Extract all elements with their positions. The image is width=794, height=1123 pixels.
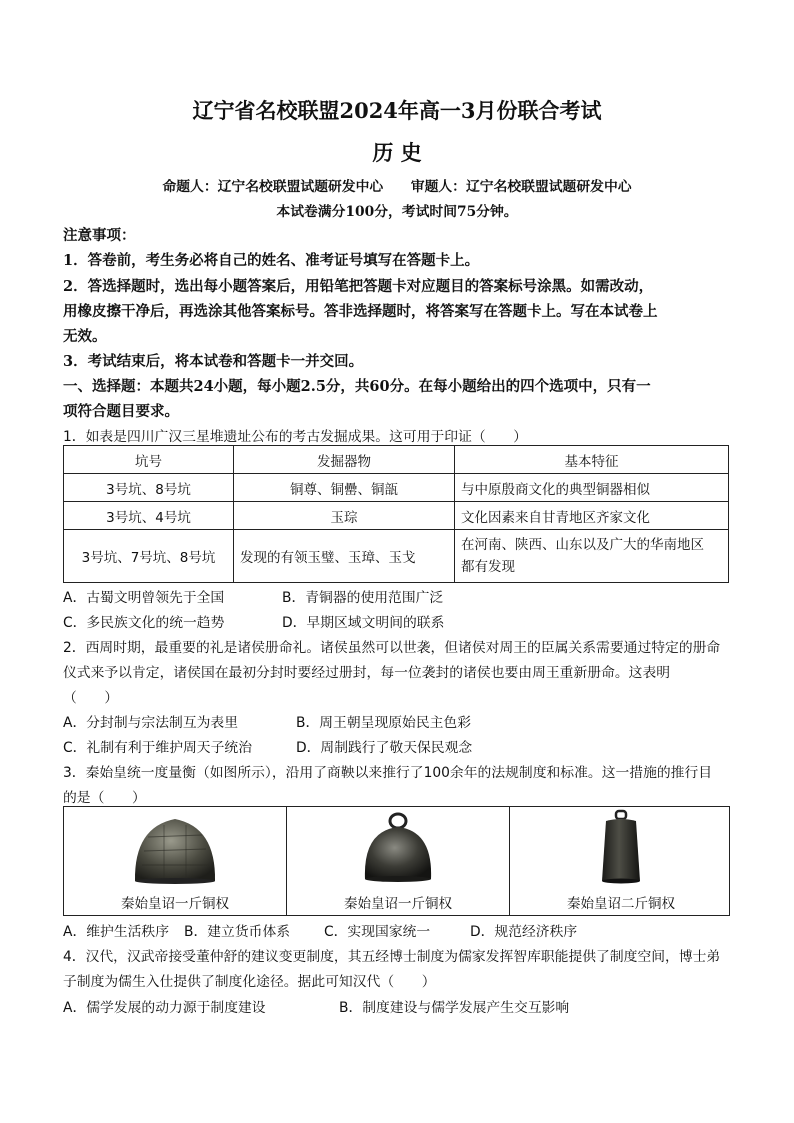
q3-image-cell xyxy=(64,807,287,915)
table-row xyxy=(64,502,729,530)
section1-heading-line2: 项符合题目要求。 xyxy=(63,403,179,420)
section1-heading-line1: 一、选择题：本题共24小题，每小题2.5分，共60分。在每小题给出的四个选项中，只有一 xyxy=(63,378,651,395)
notice-item-2-line1: 2．答选择题时，选出每小题答案后，用铅笔把答题卡对应题目的答案标号涂黑。如需改动， xyxy=(63,278,654,295)
table-cell: 3号坑、7号坑、8号坑 xyxy=(64,530,234,583)
table-cell: 发现的有领玉璧、玉璋、玉戈 xyxy=(234,530,455,583)
table-cell xyxy=(455,530,729,583)
q1-table xyxy=(63,445,729,583)
table-header-cell: 坑号 xyxy=(64,446,234,474)
table-cell-line: 都有发现 xyxy=(461,559,515,575)
table-cell: 3号坑、8号坑 xyxy=(64,474,234,502)
q3-caption-3: 秦始皇诏二斤铜权 xyxy=(567,896,675,912)
table-header-cell: 基本特征 xyxy=(455,446,729,474)
table-cell: 3号坑、4号坑 xyxy=(64,502,234,530)
bronze-weight-image-3 xyxy=(510,807,732,891)
q2-stem-line2: 仪式来予以肯定，诸侯国在最初分封时要经过册封，每一位袭封的诸侯也要由周王重新册命。这表明 xyxy=(63,665,671,681)
q1-option-a: A．古蜀文明曾领先于全国 xyxy=(63,590,225,606)
q4-stem-line2: 子制度为儒生入仕提供了制度化途径。据此可知汉代（ ） xyxy=(63,974,436,990)
q4-option-a: A．儒学发展的动力源于制度建设 xyxy=(63,1000,266,1016)
bronze-weight-image-2 xyxy=(287,807,509,891)
q3-image-cell xyxy=(287,807,510,915)
bronze-weight-image-1 xyxy=(64,807,286,891)
authors-line: 命题人：辽宁名校联盟试题研发中心 审题人：辽宁名校联盟试题研发中心 xyxy=(162,179,632,195)
q1-option-d: D．早期区域文明间的联系 xyxy=(282,615,445,631)
table-row xyxy=(64,474,729,502)
notice-item-3: 3．考试结束后，将本试卷和答题卡一并交回。 xyxy=(63,353,364,370)
table-header-cell: 发掘器物 xyxy=(234,446,455,474)
notice-item-1: 1．答卷前，考生务必将自己的姓名、准考证号填写在答题卡上。 xyxy=(63,252,480,269)
table-cell: 与中原殷商文化的典型铜器相似 xyxy=(455,474,729,502)
table-cell: 文化因素来自甘青地区齐家文化 xyxy=(455,502,729,530)
q2-stem-line3: （ ） xyxy=(63,690,119,706)
q2-option-c: C．礼制有利于维护周天子统治 xyxy=(63,740,252,756)
q3-option-d: D．规范经济秩序 xyxy=(470,924,578,940)
notice-item-2-line2: 用橡皮擦干净后，再选涂其他答案标号。答非选择题时，将答案写在答题卡上。写在本试卷上 xyxy=(63,303,658,320)
q1-option-b: B．青铜器的使用范围广泛 xyxy=(282,590,444,606)
q3-option-c: C．实现国家统一 xyxy=(324,924,431,940)
q3-option-a: A．维护生活秩序 xyxy=(63,924,170,940)
q2-option-a: A．分封制与宗法制互为表里 xyxy=(63,715,238,731)
notice-item-2-line3: 无效。 xyxy=(63,328,107,345)
score-time-line: 本试卷满分100分，考试时间75分钟。 xyxy=(276,204,518,220)
q3-image-cell xyxy=(510,807,732,915)
table-cell: 铜尊、铜罍、铜瓿 xyxy=(234,474,455,502)
q2-stem-line1: 2．西周时期，最重要的礼是诸侯册命礼。诸侯虽然可以世袭，但诸侯对周王的臣属关系需要通过特定的册命 xyxy=(63,640,721,656)
q1-stem: 1．如表是四川广汉三星堆遗址公布的考古发掘成果。这可用于印证（ ） xyxy=(63,429,528,445)
q3-stem-line1: 3．秦始皇统一度量衡（如图所示），沿用了商鞅以来推行了100余年的法规制度和标准。这一措施的推行目 xyxy=(63,765,713,781)
q1-option-c: C．多民族文化的统一趋势 xyxy=(63,615,225,631)
notice-heading: 注意事项： xyxy=(63,227,136,244)
q3-image-table xyxy=(63,806,730,916)
table-cell-line: 在河南、陕西、山东以及广大的华南地区 xyxy=(461,537,704,553)
q3-caption-1: 秦始皇诏一斤铜权 xyxy=(121,896,229,912)
q3-stem-line2: 的是（ ） xyxy=(63,790,146,806)
table-cell: 玉琮 xyxy=(234,502,455,530)
q4-option-b: B．制度建设与儒学发展产生交互影响 xyxy=(339,1000,570,1016)
table-header-row xyxy=(64,446,729,474)
exam-title: 辽宁省名校联盟2024年高一3月份联合考试 xyxy=(192,98,602,123)
subject-title: 历 史 xyxy=(372,140,422,165)
q2-option-b: B．周王朝呈现原始民主色彩 xyxy=(296,715,472,731)
table-row xyxy=(64,530,729,583)
q3-option-b: B．建立货币体系 xyxy=(184,924,291,940)
q2-option-d: D．周制践行了敬天保民观念 xyxy=(296,740,473,756)
q4-stem-line1: 4．汉代，汉武帝接受董仲舒的建议变更制度，其五经博士制度为儒家发挥智库职能提供了制度空间，博士弟 xyxy=(63,949,721,965)
q3-caption-2: 秦始皇诏一斤铜权 xyxy=(344,896,452,912)
